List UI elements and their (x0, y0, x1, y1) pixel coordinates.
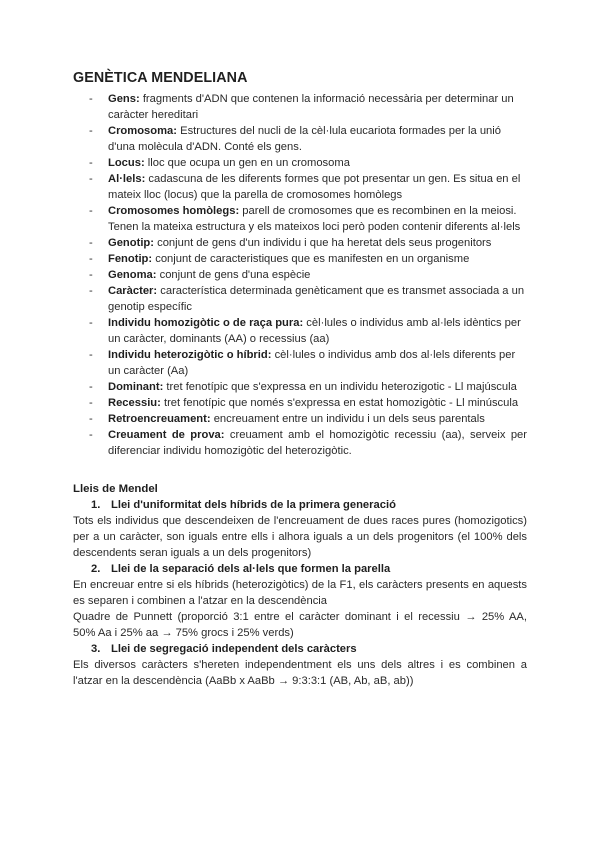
law-paragraph: Els diversos caràcters s'hereten independentment els uns dels altres i es combinen a l'atzar en la descendència (AaBb x AaBb → 9:3:3:1 (AB, Ab, aB, ab)) (73, 659, 527, 687)
definition-term: Cromosoma: (108, 125, 177, 137)
definition-text: lloc que ocupa un gen en un cromosoma (147, 157, 350, 169)
definition-term: Genotip: (108, 237, 154, 249)
bullet: - (89, 237, 93, 249)
definition-item (73, 283, 527, 315)
definition-item (73, 171, 527, 203)
bullet: - (89, 397, 93, 409)
definition-item (73, 315, 527, 347)
definition-term: Caràcter: (108, 285, 158, 297)
bullet: - (89, 349, 93, 361)
definition-item (73, 203, 527, 235)
page-title: GENÈTICA MENDELIANA (73, 70, 248, 86)
law-paragraph: En encreuar entre si els híbrids (heterozigòtics) de la F1, els caràcters presents en aquests es separen i combinen a l'atzar en la descendència (73, 579, 527, 607)
bullet: - (89, 253, 93, 265)
definition-term: Al·lels: (108, 173, 146, 185)
definition-text: tret fenotípic que s'expressa en un individu heterozigotic - Ll majúscula (166, 381, 517, 393)
section-title: Lleis de Mendel (73, 483, 158, 495)
definition-item (73, 379, 527, 395)
law-paragraph: Tots els individus que descendeixen de l'encreuament de dues races pures (homozigotics) per a un caràcter, son iguals entre ells i alhora iguals a un dels progenitors (el 100% dels descendents seran iguals a un dels progenitors) (73, 515, 527, 559)
document-page (73, 70, 546, 689)
definition-text: conjunt de caracteristiques que es manifesten en un organisme (155, 253, 470, 265)
bullet: - (89, 93, 93, 105)
bullet: - (89, 269, 93, 281)
definition-text: encreuament entre un individu i un dels seus parentals (213, 413, 485, 425)
definition-term: Gens: (108, 93, 140, 105)
definition-term: Individu homozigòtic o de raça pura: (108, 317, 304, 329)
bullet: - (89, 173, 93, 185)
definition-text: cèl·lules o individus amb dos al·lels diferents per un caràcter (Aa) (108, 349, 516, 377)
definition-text: tret fenotípic que només s'expressa en estat homozigòtic - Ll minúscula (163, 397, 519, 409)
definition-item (73, 155, 527, 171)
bullet: - (89, 125, 93, 137)
definition-text: cèl·lules o individus amb al·lels idèntics per un caràcter, dominants (AA) o recessius (aa) (108, 317, 521, 345)
definition-term: Cromosomes homòlegs: (108, 205, 240, 217)
definition-item (73, 411, 527, 427)
definition-text: característica determinada genèticament que es transmet associada a un genotip específic (108, 285, 525, 313)
law-title (73, 641, 527, 657)
definition-item (73, 427, 527, 459)
bullet: - (89, 413, 93, 425)
law-title-text: Llei de segregació independent dels caràcters (111, 643, 357, 655)
definition-item (73, 123, 527, 155)
definition-text: fragments d'ADN que contenen la informació necessària per determinar un (142, 93, 514, 105)
law-paragraph: Quadre de Punnett (proporció 3:1 entre el caràcter dominant i el recessiu → 25% AA, 50% Aa i 25% aa → 75% grocs i 25% verds) (73, 611, 546, 639)
definition-term: Creuament de prova: (108, 429, 225, 441)
definition-text: conjunt de gens d'una espècie (159, 269, 311, 281)
definition-term: Genoma: (108, 269, 157, 281)
definition-term: Locus: (108, 157, 145, 169)
law-1 (73, 497, 527, 561)
law-number: 2. (91, 563, 101, 575)
definition-item (73, 267, 527, 283)
definition-term: Dominant: (108, 381, 164, 393)
definition-item (73, 91, 527, 123)
definition-term: Recessiu: (108, 397, 161, 409)
law-number: 1. (91, 499, 101, 511)
definition-term: Individu heterozigòtic o híbrid: (108, 349, 272, 361)
definition-text: creuament amb el homozigòtic recessiu (aa), serveix per diferenciar individu homozigòtic del heterozigòtic. (108, 429, 527, 457)
definition-text: cadascuna de les diferents formes que pot presentar un gen. Es situa en el mateix lloc (locus) que la parella de cromosomes homòlegs (108, 173, 521, 201)
law-title-text: Llei de la separació dels al·lels que formen la parella (111, 563, 391, 575)
law-title-text: Llei d'uniformitat dels híbrids de la primera generació (111, 499, 396, 511)
definition-item (73, 347, 527, 379)
definition-item (73, 395, 527, 411)
law-2 (73, 561, 546, 641)
definition-term: Fenotip: (108, 253, 153, 265)
bullet: - (89, 157, 93, 169)
definition-text-continued: caràcter hereditari (108, 109, 199, 121)
bullet: - (89, 429, 93, 441)
law-3 (73, 641, 527, 689)
bullet: - (89, 205, 93, 217)
bullet: - (89, 285, 93, 297)
definition-text: conjunt de gens d'un individu i que ha heretat dels seus progenitors (157, 237, 492, 249)
law-number: 3. (91, 643, 101, 655)
definition-item (73, 235, 527, 251)
definition-item (73, 251, 527, 267)
law-title (73, 561, 527, 577)
definition-term: Retroencreuament: (108, 413, 211, 425)
definition-text: Estructures del nucli de la cèl·lula eucariota formades per la unió d'una molècula d'ADN. Conté els gens. (108, 125, 501, 153)
definition-text: parell de cromosomes que es recombinen en la meiosi. Tenen la mateixa estructura y els mateixos loci però poden contenir diferents al·lels (108, 205, 521, 233)
law-title (73, 497, 527, 513)
bullet: - (89, 317, 93, 329)
definitions-list (73, 91, 527, 459)
bullet: - (89, 381, 93, 393)
